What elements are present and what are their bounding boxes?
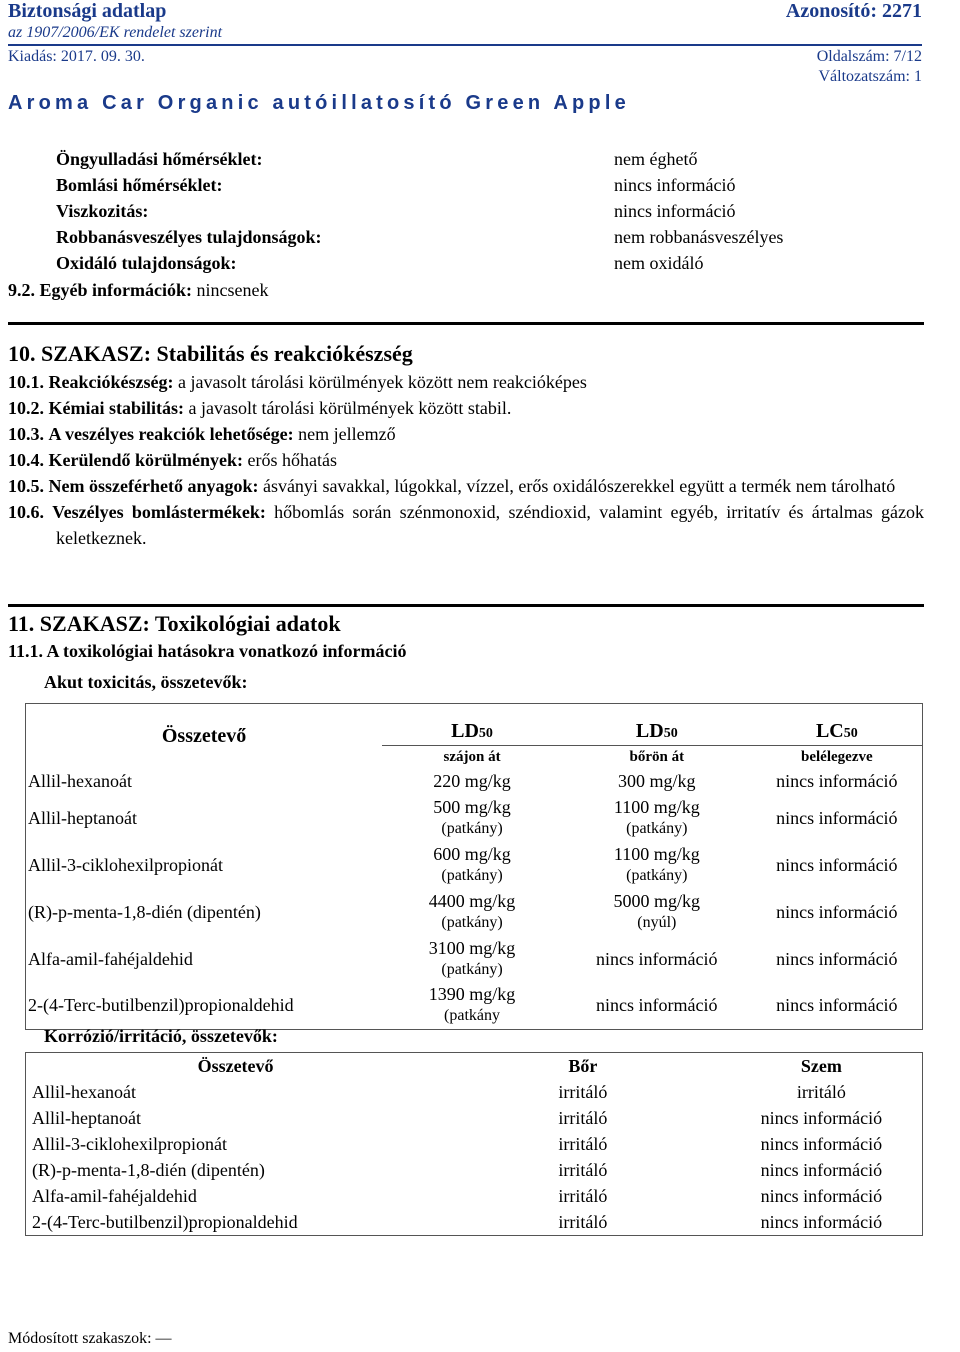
- eye-value: irritáló: [796, 1082, 846, 1102]
- oral-value: 1390 mg/kg (patkány: [428, 984, 516, 1025]
- regulation-reference: az 1907/2006/EK rendelet szerint: [8, 24, 223, 41]
- table-row: [26, 982, 923, 1029]
- inhal-value: nincs információ: [776, 901, 898, 922]
- component-name: Alfa-amil-fahéjaldehid: [32, 1186, 197, 1206]
- property-label: Oxidáló tulajdonságok:: [56, 253, 237, 273]
- dermal-value: nincs információ: [596, 995, 718, 1016]
- document-identifier: Azonosító: 2271: [785, 0, 922, 22]
- inhal-value: nincs információ: [776, 995, 898, 1016]
- property-label: Bomlási hőmérséklet:: [56, 175, 223, 195]
- acute-toxicity-title: Akut toxicitás, összetevők:: [44, 672, 248, 692]
- skin-value: irritáló: [558, 1212, 608, 1232]
- table-row: [26, 841, 923, 888]
- header-inhal: belélegezve: [752, 746, 923, 769]
- corrosion-title: Korrózió/irritáció, összetevők:: [44, 1026, 278, 1046]
- version-number: Változatszám: 1: [818, 68, 922, 85]
- header-oral: szájon át: [382, 746, 562, 769]
- section-10-item: 10.2. Kémiai stabilitás: a javasolt tárolási körülmények között stabil.: [8, 398, 512, 418]
- header-rule: [8, 44, 922, 46]
- corrosion-table: [25, 1052, 923, 1236]
- eye-value: nincs információ: [760, 1160, 883, 1180]
- property-value: nem oxidáló: [614, 253, 704, 273]
- dermal-value: nincs információ: [596, 948, 718, 969]
- table-row: [26, 794, 923, 841]
- component-name: Allil-hexanoát: [32, 1082, 136, 1102]
- oral-value: 600 mg/kg (patkány): [433, 843, 511, 884]
- section-10-item: 10.5. Nem összeférhető anyagok: ásványi savakkal, lúgokkal, vízzel, erős oxidálószerekkel együtt a termék nem tárolható: [8, 476, 896, 496]
- header-component: Összetevő: [197, 1056, 274, 1076]
- acute-toxicity-table: [25, 703, 923, 1030]
- issue-date: Kiadás: 2017. 09. 30.: [8, 48, 145, 65]
- table-row: [26, 888, 923, 935]
- inhal-value: nincs információ: [776, 807, 898, 828]
- component-name: Alfa-amil-fahéjaldehid: [28, 948, 193, 969]
- section-10-item: 10.3. A veszélyes reakciók lehetősége: nem jellemző: [8, 424, 396, 444]
- other-info-value: nincsenek: [196, 280, 269, 300]
- section-10-item: 10.6. Veszélyes bomlástermékek: hőbomlás során szénmonoxid, széndioxid, valamint egyéb, irritatív és ártalmas gázok keletkeznek.: [8, 502, 925, 548]
- properties-labels: [56, 146, 322, 276]
- table-row: [26, 1131, 923, 1157]
- property-value: nem éghető: [614, 149, 698, 169]
- table-row: [26, 1079, 923, 1105]
- header-ld50-oral: LD50: [451, 720, 493, 742]
- component-name: Allil-3-ciklohexilpropionát: [32, 1134, 227, 1154]
- table-header-row: [26, 1053, 923, 1080]
- inhal-value: nincs információ: [776, 854, 898, 875]
- section-10-item: 10.4. Kerülendő körülmények: erős hőhatás: [8, 450, 337, 470]
- property-value: nincs információ: [614, 201, 736, 221]
- header-lc50: LC50: [815, 720, 858, 742]
- section-10-rule: [8, 322, 924, 325]
- property-value: nem robbanásveszélyes: [614, 227, 784, 247]
- dermal-value: 5000 mg/kg (nyúl): [613, 890, 701, 931]
- skin-value: irritáló: [558, 1186, 608, 1206]
- eye-value: nincs információ: [760, 1134, 883, 1154]
- component-name: Allil-heptanoát: [32, 1108, 141, 1128]
- header-dermal: bőrön át: [562, 746, 752, 769]
- property-value: nincs információ: [614, 175, 736, 195]
- table-row: [26, 1209, 923, 1236]
- property-label: Öngyulladási hőmérséklet:: [56, 149, 263, 169]
- dermal-value: 1100 mg/kg (patkány): [613, 796, 700, 837]
- table-row: [26, 935, 923, 982]
- oral-value: 220 mg/kg: [433, 771, 511, 791]
- table-row: [26, 768, 923, 794]
- section-11-rule: [8, 604, 924, 607]
- inhal-value: nincs információ: [776, 771, 898, 791]
- skin-value: irritáló: [558, 1082, 608, 1102]
- product-name: Aroma Car Organic autóillatosító Green Apple: [8, 92, 630, 114]
- other-info-label: 9.2. Egyéb információk:: [8, 280, 192, 300]
- header-ld50-dermal: LD50: [635, 720, 678, 742]
- eye-value: nincs információ: [760, 1212, 883, 1232]
- modified-sections: Módosított szakaszok: —: [8, 1330, 172, 1347]
- component-name: 2-(4-Terc-butilbenzil)propionaldehid: [28, 995, 294, 1016]
- component-name: Allil-3-ciklohexilpropionát: [28, 854, 223, 875]
- skin-value: irritáló: [558, 1108, 608, 1128]
- document-title: Biztonsági adatlap: [8, 0, 167, 22]
- component-name: Allil-heptanoát: [28, 807, 137, 828]
- component-name: Allil-hexanoát: [28, 771, 132, 791]
- properties-values: [614, 146, 783, 276]
- dermal-value: 1100 mg/kg (patkány): [613, 843, 700, 884]
- table-row: [26, 1183, 923, 1209]
- skin-value: irritáló: [558, 1160, 608, 1180]
- skin-value: irritáló: [558, 1134, 608, 1154]
- other-info: [8, 280, 268, 301]
- section-10-body: [8, 369, 924, 551]
- eye-value: nincs információ: [760, 1108, 883, 1128]
- dermal-value: 300 mg/kg: [618, 771, 696, 791]
- header-component: Összetevő: [161, 725, 247, 747]
- oral-value: 4400 mg/kg (patkány): [428, 890, 516, 931]
- section-10-title: 10. SZAKASZ: Stabilitás és reakciókészség: [8, 341, 413, 366]
- property-label: Viszkozitás:: [56, 201, 149, 221]
- section-10-item: 10.1. Reakciókészség: a javasolt tárolási körülmények között nem reakcióképes: [8, 372, 587, 392]
- header-eye: Szem: [800, 1056, 842, 1076]
- component-name: (R)-p-menta-1,8-dién (dipentén): [28, 901, 261, 922]
- component-name: (R)-p-menta-1,8-dién (dipentén): [32, 1160, 265, 1180]
- table-row: [26, 1157, 923, 1183]
- table-row: [26, 1105, 923, 1131]
- table-header-row: [26, 704, 923, 746]
- oral-value: 3100 mg/kg (patkány): [428, 937, 516, 978]
- section-11-title: 11. SZAKASZ: Toxikológiai adatok: [8, 611, 341, 636]
- eye-value: nincs információ: [760, 1186, 883, 1206]
- section-11-subtitle: 11.1. A toxikológiai hatásokra vonatkozó információ: [8, 641, 407, 661]
- oral-value: 500 mg/kg (patkány): [433, 796, 511, 837]
- header-skin: Bőr: [568, 1056, 598, 1076]
- page-number: Oldalszám: 7/12: [816, 48, 922, 65]
- property-label: Robbanásveszélyes tulajdonságok:: [56, 227, 322, 247]
- component-name: 2-(4-Terc-butilbenzil)propionaldehid: [32, 1212, 298, 1232]
- inhal-value: nincs információ: [776, 948, 898, 969]
